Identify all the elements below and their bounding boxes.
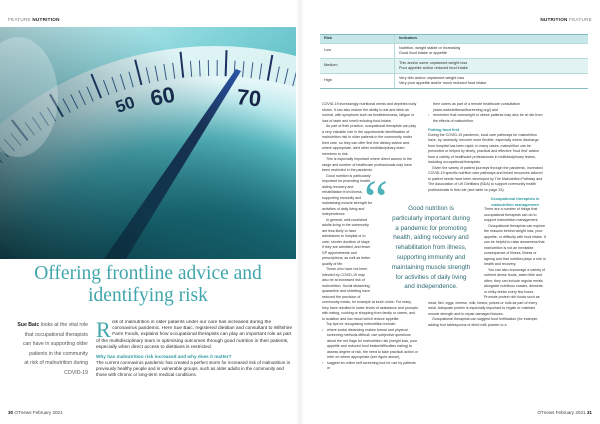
page-number: 30 xyxy=(8,410,14,415)
body-paragraph: During the COVID-19 pandemic, local care pathways for malnutrition have, by necessity, become more flexible, especially where discharge from hospital has been rapid. In many cases, malnutrition can be prevented or helped by timely, practical and effective 'food first' advice from a variety of healthcare professionals in multidisciplinary teams, including occupational therapists. xyxy=(428,132,540,164)
body-paragraph: Good nutrition is particularly important for promoting health, aiding recovery and rehabilitation from illness, supporting immunity and maintaining muscle strength for activities of daily living and independence. xyxy=(322,173,372,216)
tips-list xyxy=(428,113,546,124)
body-paragraph: The current coronavirus pandemic has created a perfect storm for increased risk of malnutrition in previously healthy people and in vulnerable groups, such as older adults in the community and those with chronic or long-term medical conditions. xyxy=(96,360,291,378)
standfirst xyxy=(4,321,88,379)
standfirst-line: patients in the community xyxy=(29,350,88,357)
section-header-left xyxy=(8,17,60,22)
standfirst-line: at risk of malnutrition during xyxy=(24,360,88,367)
list-item-continued: their carers as part of a remote healthcare consultation (www.malnutritionselfscreening.org/) and xyxy=(433,102,521,112)
table-header-indicators: Indicators xyxy=(394,35,588,43)
table-header-row xyxy=(320,35,588,44)
pull-quote-line: for activities of daily living xyxy=(395,273,467,281)
page-footer-right xyxy=(480,410,592,415)
title-line: Offering frontline advice and xyxy=(34,263,262,284)
indicator: Thin and/or some unplanned weight loss xyxy=(399,60,468,65)
indicator: Poor appetite and/or reduced food intake xyxy=(399,66,468,70)
page-number: 31 xyxy=(586,410,592,415)
list-item: • suggest an online self-screening tool for use by patients or xyxy=(322,361,418,372)
body-paragraph: You can also encourage a variety of nutrient dense foods, eaten little and often; they can include regular meals alongside nutritious snacks, desserts or milky drinks every few hours. Promote protein rich foods such as meat, fish, eggs, cheese, milk, beans, pulses or nuts as part of every meal. Adequate protein is especially important to regain or maintain muscle strength and to repair damaged tissues. xyxy=(428,267,546,316)
hero-photo xyxy=(0,27,296,259)
title-line: identifying risk xyxy=(88,285,208,306)
pull-quote-line: and independence. xyxy=(404,283,458,291)
pull-quote-line: Good nutrition is xyxy=(408,205,454,212)
footer-text: OTnews February 2021 xyxy=(13,410,63,415)
page-gutter xyxy=(296,0,304,424)
drop-cap: R xyxy=(96,320,111,342)
risk-level: High xyxy=(324,78,332,83)
body-paragraph: In general, well-nourished adults living in the community are less likely to have admissions to hospital or to care, shorter duration of stays if they are admitted, and fewer GP appointments and prescriptions, as well as better quality of life. xyxy=(322,217,371,266)
pull-quote-line: health, aiding recovery and xyxy=(393,234,469,242)
subheading: Occupational therapists in malnutrition management xyxy=(490,196,540,207)
quote-mark-icon: “ xyxy=(364,169,388,229)
indicator: Nutrition, weight stable or increasing xyxy=(399,45,461,50)
list-item: • where social distancing makes formal and physical screening methods difficult, use subjective questions about the red flags for malnutrition risk (weight loss, poor appetite and reduced food intake/difficulties eating) to assess degree of risk, the need to take practical action or refer on where appropriate (see figure above), xyxy=(322,328,418,361)
standfirst-line: COVID-19 xyxy=(64,369,88,376)
lead-paragraph: Risk of malnutrition in older patients under our care has increased during the coronavirus pandemic. Here Sue Baic, registered dietitian and consultant to Wiltshire Farm Foods, explains how occupational therapists can play an important role as part of the multidisciplinary team in optimising outcomes through good nutrition in their patients, especially when direct access to dietitians is restricted. xyxy=(96,320,293,350)
subheading: Putting food first xyxy=(428,127,460,132)
body-paragraph: There are a number of things that occupational therapists can do to support malnutrition management. xyxy=(484,207,539,222)
tips-list xyxy=(322,328,418,372)
scale-dial-image xyxy=(0,27,296,259)
page-footer-left xyxy=(8,410,63,415)
standfirst-line: can have in supporting older xyxy=(22,341,88,348)
risk-indicators xyxy=(394,74,588,88)
pull-quote-line: a pandemic for promoting xyxy=(395,224,467,232)
body-paragraph: Top tips for recognising malnutrition include: xyxy=(326,322,396,326)
article-title xyxy=(0,263,296,307)
topic-label: NUTRITION xyxy=(32,17,60,22)
risk-level: Medium xyxy=(324,63,338,68)
pull-quote-line: maintaining muscle strength xyxy=(391,263,471,271)
section-header-right xyxy=(480,17,592,22)
body-paragraph: Given the variety of patient journeys through the pandemic, increased COVID-19 specific nutrition care pathways and linked resources tailored to patient needs have been developed by The Malnutrition Pathway and The Association of UK Dietitians (BDA) to support community health professionals in this role (see table on page 33). xyxy=(428,165,543,192)
table-header-risk: Risk xyxy=(324,36,333,41)
footer-text: OTnews February 2021 xyxy=(537,410,587,415)
section-label: FEATURE xyxy=(8,17,31,22)
standfirst-line: Sue Baic looks at the vital role xyxy=(17,322,88,328)
body-paragraph: COVID-19 increasingly nutritional needs and depletes body stores. It can also reduce the ability to eat and drink as normal, with symptoms such as breathlessness, fatigue or loss of taste and smell reducing food intake. xyxy=(322,102,417,123)
body-paragraph: This is especially important where direct access to the range and number of healthcare professionals may have been restricted in the pandemic. xyxy=(322,157,412,172)
indicator: Very thin and/or unplanned weight loss xyxy=(399,75,465,80)
subheading: Why has malnutrition risk increased and why does it matter? xyxy=(96,354,232,360)
body-paragraph: Those who have not been infected by COVID-19 may also be at increased risk of malnutrition. Social distancing, quarantine and shielding have reduced the provision of community meals, for example at lunch clubs. For many, they have resulted in lower levels of assistance and prompts with eating, cooking or shopping from family or carers, and to isolation and low mood which reduce appetite. xyxy=(322,267,418,321)
author-name: Sue Baic xyxy=(17,322,40,328)
risk-indicators xyxy=(394,59,588,73)
risk-indicators xyxy=(394,44,588,58)
table-row xyxy=(320,59,588,74)
indicator: Good food intake or appetite xyxy=(399,51,447,55)
topic-label: NUTRITION xyxy=(540,17,568,22)
table-row xyxy=(320,44,588,59)
body-paragraph: As part of their practice, occupational therapists can play a very valuable role in the opportunistic identification of malnutrition risk in older patients in the community under their care, so they can offer first line dietary advice and, where appropriate, alert other multidisciplinary team members to risk. xyxy=(322,124,417,156)
list-item: • remember that overweight or obese patients may also be at risk from the effects of malnutrition. xyxy=(428,113,546,124)
section-label: FEATURE xyxy=(569,17,592,22)
indicator: Very poor appetite and/or much reduced food intake xyxy=(399,81,487,85)
pull-quote-line: particularly important during xyxy=(392,214,470,222)
pull-quote-line: supporting immunity and xyxy=(396,253,466,261)
pull-quote xyxy=(381,204,481,292)
body-paragraph: Occupational therapists can suggest food fortification (for example, adding four tablespoons of dried milk powder to a xyxy=(428,317,539,327)
article-body-left xyxy=(96,320,294,408)
risk-table xyxy=(320,34,588,89)
body-paragraph: Occupational therapists can explore the reasons behind weight loss, poor appetite, or difficulty with food intake. It can be helpful to raise awareness that malnutrition is not an inevitable consequence of illness, illness or ageing and that nutrition plays a role in health and recovery. xyxy=(484,223,546,266)
standfirst-line: that occupational therapists xyxy=(24,331,88,338)
pull-quote-line: rehabilitation from illness, xyxy=(395,244,467,252)
risk-level: Low xyxy=(324,48,331,53)
table-row xyxy=(320,74,588,88)
